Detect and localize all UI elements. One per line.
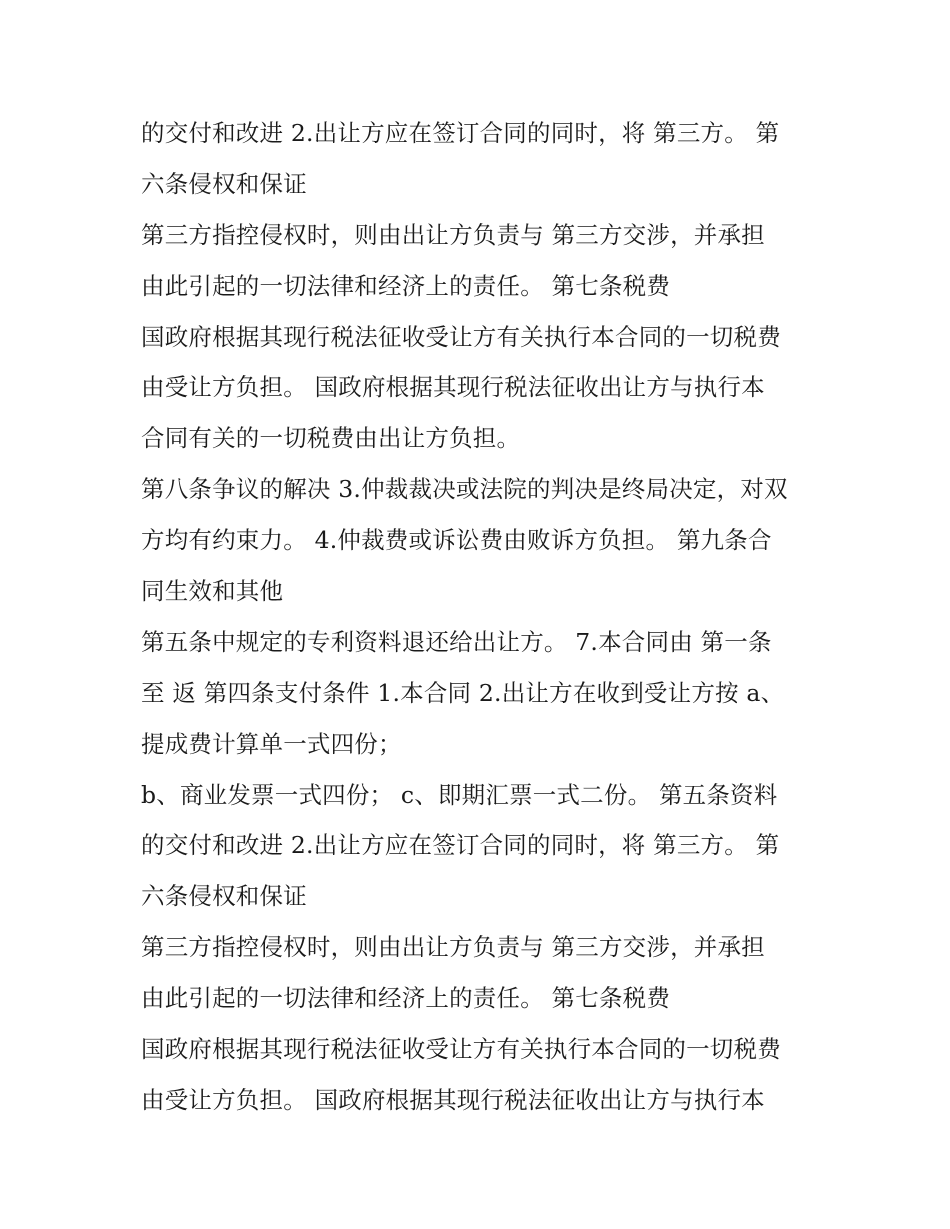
text-line: 第三方指控侵权时，则由出让方负责与 第三方交涉，并承担 (141, 220, 765, 249)
text-line: b、商业发票一式四份； c、即期汇票一式二份。 第五条资料 (141, 780, 778, 809)
text-line: 方均有约束力。 4.仲裁费或诉讼费由败诉方负担。 第九条合 (141, 526, 772, 555)
text-line: 由此引起的一切法律和经济上的责任。 第七条税费 (141, 271, 671, 300)
text-line: 第三方指控侵权时，则由出让方负责与 第三方交涉，并承担 (141, 933, 765, 962)
text-line: 六条侵权和保证 (141, 169, 307, 198)
text-line: 同生效和其他 (141, 577, 284, 606)
text-line: 的交付和改进 2.出让方应在签订合同的同时，将 第三方。 第 (141, 831, 780, 860)
text-line: 国政府根据其现行税法征收受让方有关执行本合同的一切税费 (141, 322, 781, 351)
text-line: 第五条中规定的专利资料退还给出让方。 7.本合同由 第一条 (141, 627, 772, 656)
text-line: 由此引起的一切法律和经济上的责任。 第七条税费 (141, 984, 671, 1013)
text-line: 由受让方负担。 国政府根据其现行税法征收出让方与执行本 (141, 1085, 765, 1114)
document-body (141, 108, 831, 1126)
text-line: 第八条争议的解决 3.仲裁裁决或法院的判决是终局决定，对双 (141, 475, 788, 504)
text-line: 由受让方负担。 国政府根据其现行税法征收出让方与执行本 (141, 373, 765, 402)
text-line: 合同有关的一切税费由出让方负担。 (141, 424, 521, 453)
text-line: 六条侵权和保证 (141, 882, 307, 911)
text-line: 至 返 第四条支付条件 1.本合同 2.出让方在收到受让方按 a、 (141, 678, 785, 707)
text-line: 国政府根据其现行税法征收受让方有关执行本合同的一切税费 (141, 1035, 781, 1064)
text-line: 提成费计算单一式四份； (141, 729, 402, 758)
text-line: 的交付和改进 2.出让方应在签订合同的同时，将 第三方。 第 (141, 119, 780, 147)
